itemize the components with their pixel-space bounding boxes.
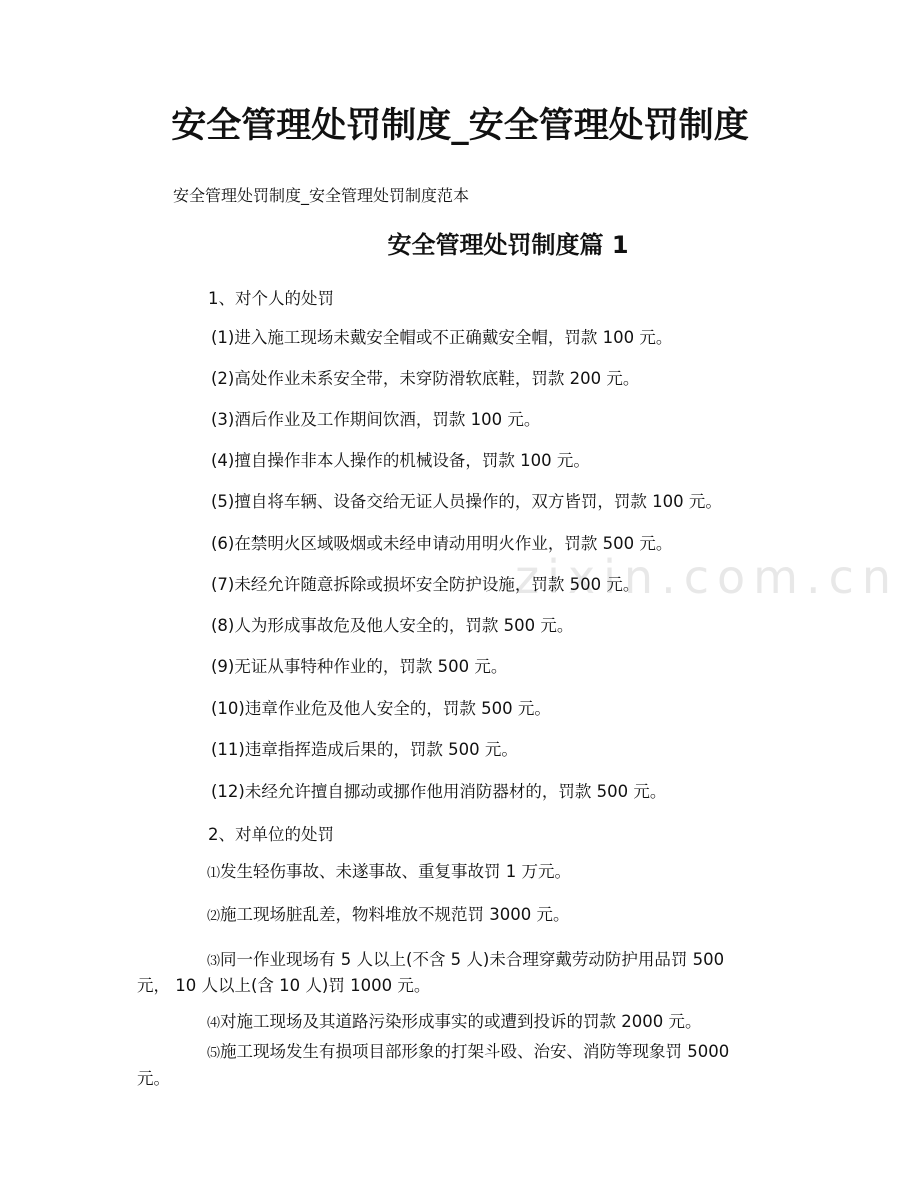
individual-item: (11)违章指挥造成后果的，罚款 500 元。 <box>211 740 518 759</box>
unit-item <box>207 1042 729 1064</box>
unit-item-continuation: 元， 10 人以上(含 10 人)罚 1000 元。 <box>137 976 431 995</box>
individual-item: (3)酒后作业及工作期间饮酒，罚款 100 元。 <box>211 410 541 429</box>
document-subtitle: 安全管理处罚制度_安全管理处罚制度范本 <box>173 186 470 205</box>
individual-item: (6)在禁明火区域吸烟或未经申请动用明火作业，罚款 500 元。 <box>211 534 673 553</box>
individual-item: (2)高处作业未系安全带，未穿防滑软底鞋，罚款 200 元。 <box>211 369 640 388</box>
unit-item-text: 同一作业现场有 5 人以上(不含 5 人)未合理穿戴劳动防护用品罚 500 <box>220 950 725 969</box>
unit-item-number: ⑴ <box>207 866 221 881</box>
unit-item-number: ⑷ <box>207 1016 221 1031</box>
unit-item-text: 施工现场发生有损项目部形象的打架斗殴、治安、消防等现象罚 5000 <box>220 1042 730 1061</box>
individual-item: (8)人为形成事故危及他人安全的，罚款 500 元。 <box>211 616 574 635</box>
section-heading: 安全管理处罚制度篇 1 <box>387 231 629 259</box>
unit-item-text: 发生轻伤事故、未遂事故、重复事故罚 1 万元。 <box>220 862 572 881</box>
individual-item: (9)无证从事特种作业的，罚款 500 元。 <box>211 657 508 676</box>
watermark: zixin.com.cn <box>515 550 900 604</box>
unit-item-number: ⑸ <box>207 1046 221 1061</box>
document-title: 安全管理处罚制度_安全管理处罚制度 <box>171 106 749 146</box>
unit-item-text: 施工现场脏乱差，物料堆放不规范罚 3000 元。 <box>220 905 570 924</box>
unit-item-continuation: 元。 <box>137 1069 170 1088</box>
unit-item <box>207 1012 702 1034</box>
individual-item: (10)违章作业危及他人安全的，罚款 500 元。 <box>211 699 551 718</box>
individual-penalty-heading: 1、对个人的处罚 <box>208 289 334 308</box>
individual-item: (4)擅自操作非本人操作的机械设备，罚款 100 元。 <box>211 451 590 470</box>
individual-item: (1)进入施工现场未戴安全帽或不正确戴安全帽，罚款 100 元。 <box>211 328 673 347</box>
unit-penalty-heading: 2、对单位的处罚 <box>208 825 334 844</box>
individual-item: (7)未经允许随意拆除或损坏安全防护设施，罚款 500 元。 <box>211 575 640 594</box>
unit-item <box>207 862 571 884</box>
individual-item: (5)擅自将车辆、设备交给无证人员操作的，双方皆罚，罚款 100 元。 <box>211 492 722 511</box>
unit-item-number: ⑶ <box>207 954 221 969</box>
unit-item <box>207 950 724 972</box>
unit-item <box>207 905 570 927</box>
unit-item-number: ⑵ <box>207 909 221 924</box>
individual-item: (12)未经允许擅自挪动或挪作他用消防器材的，罚款 500 元。 <box>211 782 667 801</box>
unit-item-text: 对施工现场及其道路污染形成事实的或遭到投诉的罚款 2000 元。 <box>220 1012 702 1031</box>
